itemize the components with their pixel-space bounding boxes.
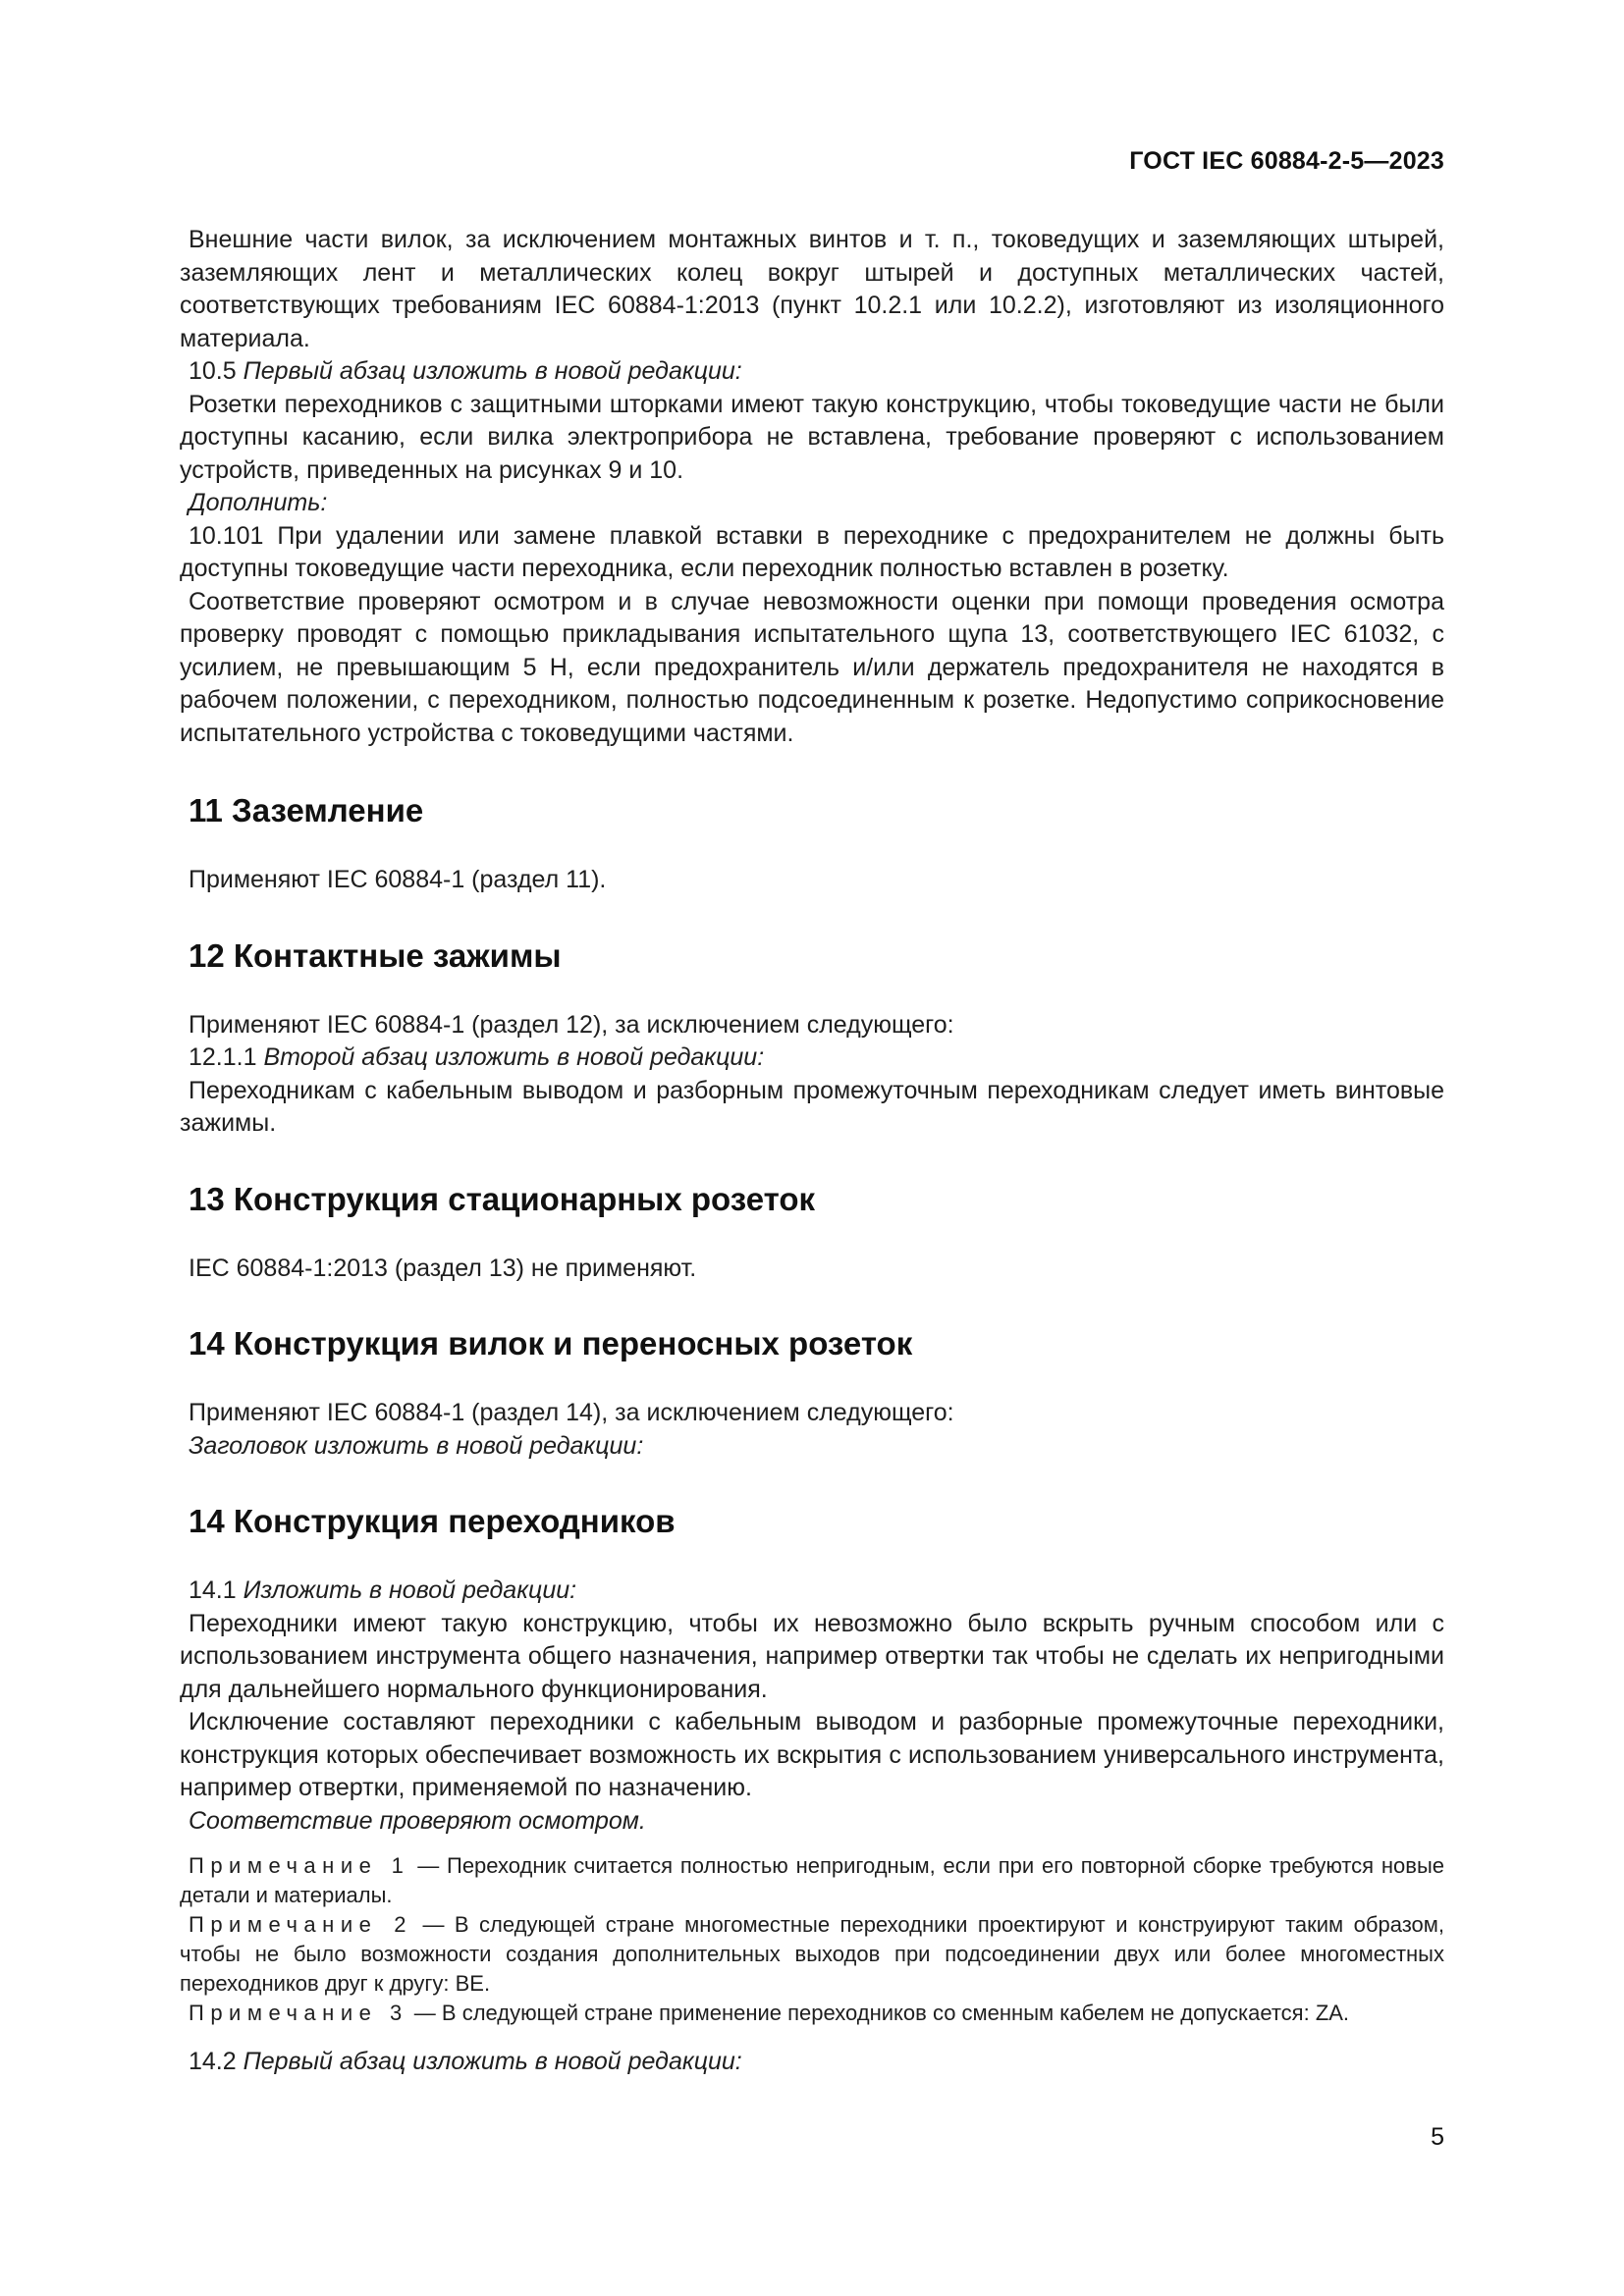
note-text: — В следующей стране применение переходников со сменным кабелем не допускается: ZA.	[407, 2001, 1350, 2025]
paragraph-12-text: Переходникам с кабельным выводом и разборным промежуточным переходникам следует иметь винтовые зажимы.	[180, 1076, 1444, 1137]
clause-12-1-1	[180, 1041, 1444, 1075]
section-heading-14-plugs: 14 Конструкция вилок и переносных розеток	[189, 1325, 913, 1362]
paragraph-14-1-a: Переходники имеют такую конструкцию, чтобы их невозможно было вскрыть ручным способом или с использованием инструмента общего назначения, например отвертки так чтобы не сделать их непригодными для дальнейшего нормального функционирования.	[180, 1609, 1444, 1703]
page-number: 5	[1431, 2123, 1444, 2151]
compliance-text: Соответствие проверяют осмотром.	[189, 1806, 646, 1835]
heading-instruction	[180, 1430, 1444, 1464]
paragraph-13: IEC 60884-1:2013 (раздел 13) не применяют.	[189, 1254, 697, 1282]
section-heading-13: 13 Конструкция стационарных розеток	[189, 1180, 816, 1217]
amendment-instruction: Первый абзац изложить в новой редакции:	[243, 357, 742, 385]
paragraph-shutters: Розетки переходников с защитными шторками имеют такую конструкцию, чтобы токоведущие части не были доступны касанию, если вилка электроприбора не вставлена, требование проверяют с использованием устройств, приведенных на рисунках 9 и 10.	[180, 390, 1444, 484]
clause-10-5	[180, 355, 1444, 389]
note-2	[180, 1910, 1444, 1999]
amendment-instruction: Изложить в новой редакции:	[243, 1576, 577, 1604]
standard-header: ГОСТ IEC 60884-2-5—2023	[1129, 147, 1444, 175]
paragraph-outer-parts: Внешние части вилок, за исключением монтажных винтов и т. п., токоведущих и заземляющих штырей, заземляющих лент и металлических колец вокруг штырей и доступных металлических частей, соответствующих требованиям IEC 60884-1:2013 (пункт 10.2.1 или 10.2.2), изготовляют из изоляционного материала.	[180, 226, 1444, 352]
note-label: Примечание 1	[189, 1853, 410, 1878]
section-heading-11: 11 Заземление	[189, 792, 424, 828]
clause-number: 10.5	[189, 357, 237, 385]
clause-14-1	[180, 1575, 1444, 1608]
clause-14-2	[180, 2046, 1444, 2079]
clause-number: 12.1.1	[189, 1043, 257, 1071]
paragraph-compliance-probe: Соответствие проверяют осмотром и в случае невозможности оценки при помощи проведения осмотра проверку проводят с помощью прикладывания испытательного щупа 13, соответствующего IEC 61032, с усилием, не превышающим 5 Н, если предохранитель и/или держатель предохранителя не находятся в рабочем положении, с переходником, полностью подсоединенным к розетке. Недопустимо соприкосновение испытательного устройства с токоведущими частями.	[180, 587, 1444, 747]
note-1	[180, 1851, 1444, 1910]
page-content	[180, 224, 1444, 2079]
heading-instruction-text: Заголовок изложить в новой редакции:	[189, 1431, 644, 1460]
paragraph-12: Применяют IEC 60884-1 (раздел 12), за исключением следующего:	[189, 1010, 954, 1039]
note-3	[180, 1999, 1444, 2028]
note-label: Примечание 2	[189, 1912, 413, 1937]
clause-number: 14.2	[189, 2048, 237, 2075]
paragraph-14-1-b: Исключение составляют переходники с кабельным выводом и разборные промежуточные переходники, конструкция которых обеспечивает возможность их вскрытия с использованием универсального инструмента, например отвертки, применяемой по назначению.	[180, 1708, 1444, 1801]
supplement-text: Дополнить:	[189, 489, 328, 516]
amendment-instruction: Первый абзац изложить в новой редакции:	[243, 2048, 742, 2075]
note-text: — В следующей стране многоместные переходники проектируют и конструируют таким образом, чтобы не было возможности создания дополнительных выходов при подсоединении двух или более многоместных переходников друг к другу: BE.	[180, 1912, 1445, 1996]
paragraph-14-plugs: Применяют IEC 60884-1 (раздел 14), за исключением следующего:	[189, 1399, 954, 1426]
section-heading-14-adaptors: 14 Конструкция переходников	[189, 1503, 676, 1539]
section-heading-12: 12 Контактные зажимы	[189, 936, 562, 974]
paragraph-11: Применяют IEC 60884-1 (раздел 11).	[189, 866, 607, 893]
clause-number: 14.1	[189, 1576, 237, 1604]
compliance-statement	[180, 1805, 1444, 1839]
note-text: — Переходник считается полностью непригодным, если при его повторной сборке требуются новые детали и материалы.	[180, 1853, 1445, 1907]
paragraph-10-101: 10.101 При удалении или замене плавкой вставки в переходнике с предохранителем не должны быть доступны токоведущие части переходника, если переходник полностью вставлен в розетку.	[180, 521, 1444, 582]
amendment-instruction: Второй абзац изложить в новой редакции:	[263, 1043, 765, 1071]
note-label: Примечание 3	[189, 2001, 408, 2025]
supplement-instruction	[180, 487, 1444, 520]
